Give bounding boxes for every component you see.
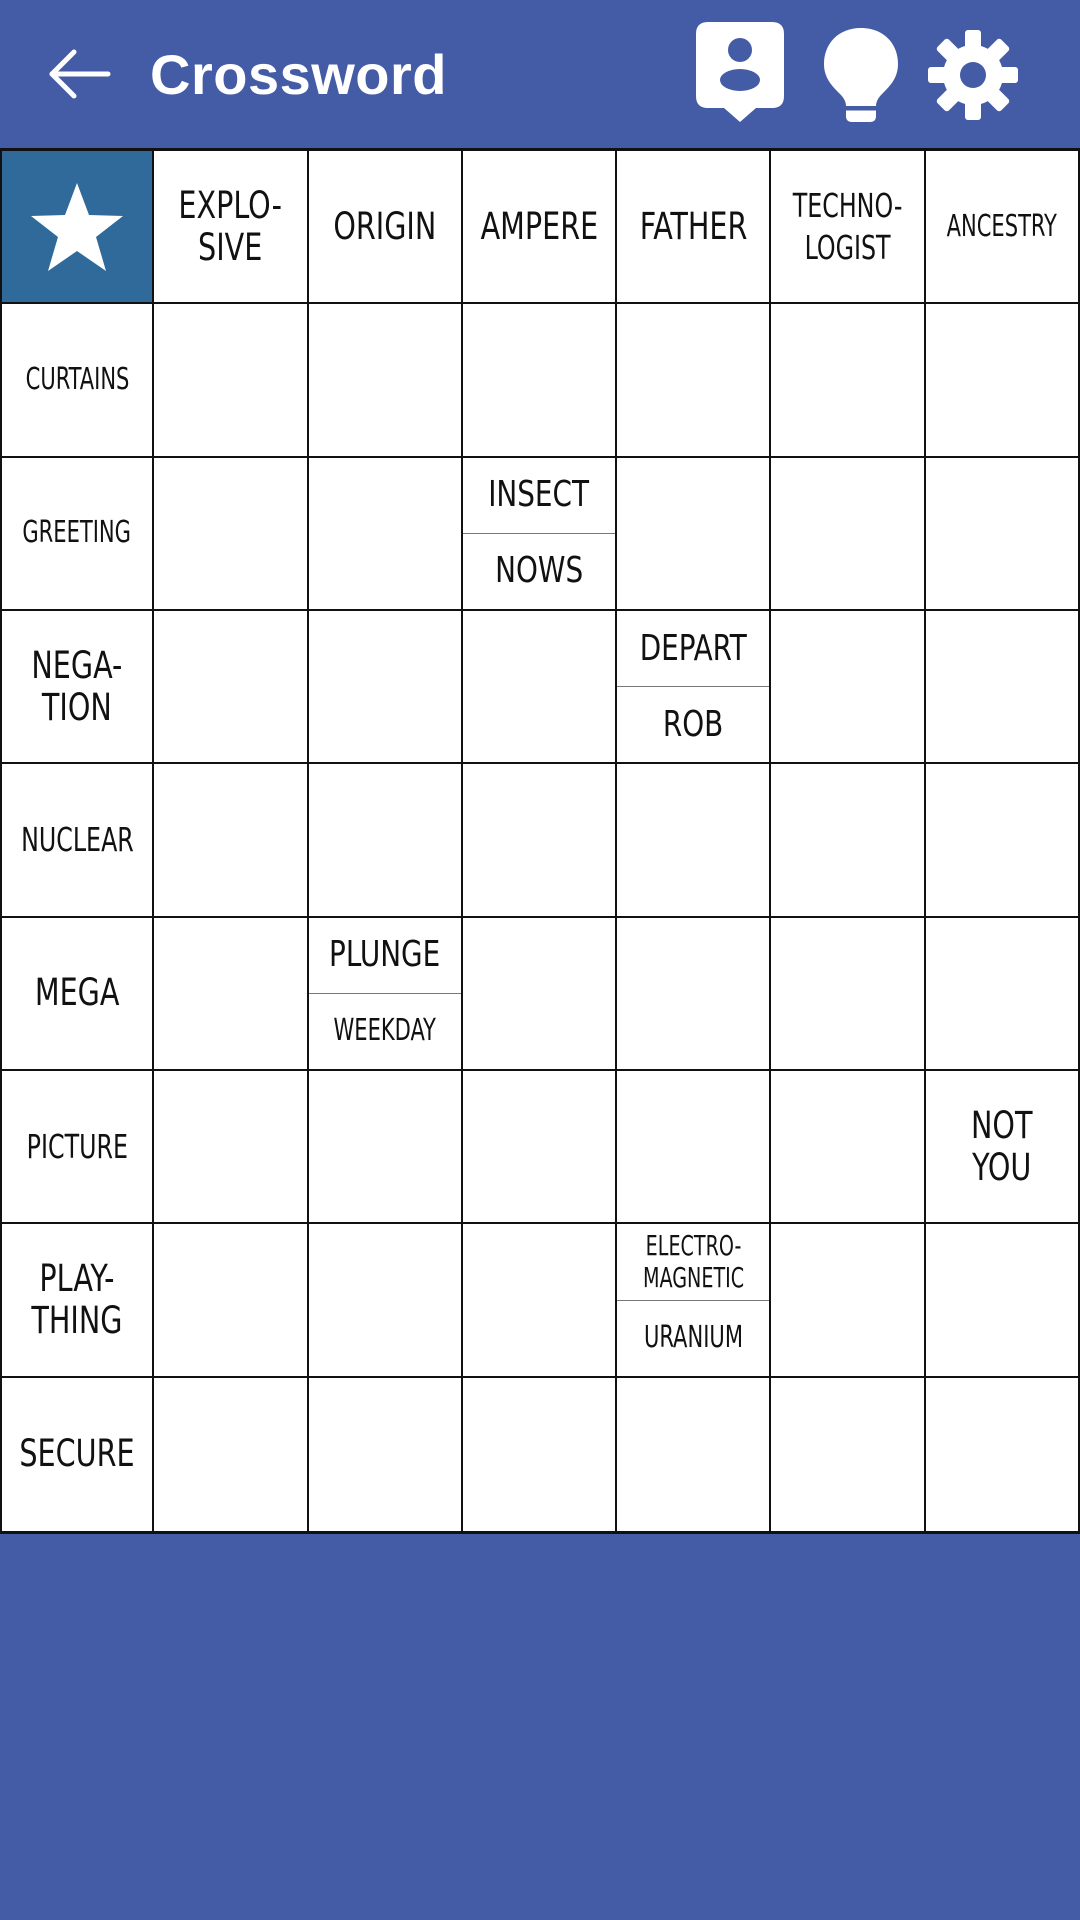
gear-icon: [926, 28, 1020, 122]
answer-cell[interactable]: [154, 304, 308, 457]
answer-cell[interactable]: [309, 304, 463, 457]
column-clue-cell: [771, 151, 925, 304]
column-clue-cell: [926, 151, 1080, 304]
column-clue-cell: [309, 151, 463, 304]
answer-cell[interactable]: [154, 458, 308, 611]
back-arrow-icon: [44, 38, 112, 110]
answer-cell[interactable]: [154, 1071, 308, 1224]
clue-text: MEGA: [34, 971, 120, 1015]
row-clue-cell: [0, 304, 154, 457]
clue-text: SECURE: [19, 1432, 135, 1476]
clue-text-top: INSECT: [463, 458, 615, 534]
answer-cell[interactable]: [771, 304, 925, 457]
clue-text: NUCLEAR: [20, 819, 134, 859]
answer-cell[interactable]: [926, 304, 1080, 457]
settings-button[interactable]: [926, 28, 1020, 122]
answer-cell[interactable]: [309, 1378, 463, 1531]
column-clue-cell: [463, 151, 617, 304]
clue-text: NEGA- TION: [31, 643, 123, 729]
clue-text-bottom: URANIUM: [643, 1320, 743, 1356]
clue-text: AMPERE: [480, 204, 598, 248]
answer-cell[interactable]: [926, 1224, 1080, 1377]
clue-text: EXPLO- SIVE: [178, 183, 283, 269]
clue-text: FATHER: [639, 204, 748, 248]
clue-text: NOT YOU: [971, 1103, 1033, 1189]
star-icon: [27, 179, 127, 275]
clue-text: PLAY- THING: [31, 1256, 123, 1342]
top-app-bar: [0, 0, 1080, 148]
back-button[interactable]: [44, 38, 112, 110]
answer-cell[interactable]: [771, 1378, 925, 1531]
answer-cell[interactable]: [926, 611, 1080, 764]
answer-cell[interactable]: [771, 611, 925, 764]
answer-cell[interactable]: [463, 764, 617, 917]
answer-cell[interactable]: [617, 764, 771, 917]
clue-text-top: PLUNGE: [309, 918, 461, 994]
answer-cell[interactable]: [154, 764, 308, 917]
answer-cell[interactable]: [309, 1224, 463, 1377]
row-clue-cell: [0, 764, 154, 917]
row-clue-cell: [0, 458, 154, 611]
split-clue-cell: [617, 611, 771, 764]
split-clue-cell: [309, 918, 463, 1071]
answer-cell[interactable]: [617, 304, 771, 457]
answer-cell[interactable]: [617, 1378, 771, 1531]
clue-text-bottom: NOWS: [494, 550, 583, 592]
answer-cell[interactable]: [771, 1224, 925, 1377]
row-clue-cell: [0, 918, 154, 1071]
answer-cell[interactable]: [154, 1224, 308, 1377]
clue-text: GREETING: [22, 515, 132, 551]
answer-cell[interactable]: [771, 458, 925, 611]
clue-text: CURTAINS: [25, 361, 130, 397]
profile-badge-icon: [694, 20, 786, 124]
answer-cell[interactable]: [309, 1071, 463, 1224]
corner-star-cell: [0, 151, 154, 304]
profile-button[interactable]: [694, 20, 786, 124]
answer-cell[interactable]: [309, 764, 463, 917]
clue-text-top: DEPART: [617, 611, 769, 687]
answer-cell[interactable]: [463, 1378, 617, 1531]
row-clue-cell: [0, 1071, 154, 1224]
row-clue-cell: [0, 1224, 154, 1377]
crossword-grid: [0, 148, 1080, 1534]
answer-cell[interactable]: [926, 1378, 1080, 1531]
column-clue-cell: [617, 151, 771, 304]
answer-cell[interactable]: [926, 918, 1080, 1071]
clue-text-top: ELECTRO- MAGNETIC: [617, 1224, 769, 1300]
split-clue-cell: [463, 458, 617, 611]
lightbulb-icon: [820, 24, 902, 124]
clue-text: ORIGIN: [333, 204, 437, 248]
answer-cell[interactable]: [771, 1071, 925, 1224]
answer-cell[interactable]: [309, 611, 463, 764]
answer-cell[interactable]: [154, 611, 308, 764]
answer-cell[interactable]: [926, 458, 1080, 611]
answer-cell[interactable]: [463, 1224, 617, 1377]
answer-cell[interactable]: [771, 764, 925, 917]
row-clue-cell: [0, 611, 154, 764]
answer-cell[interactable]: [154, 1378, 308, 1531]
split-clue-cell: [617, 1224, 771, 1377]
clue-text-bottom: WEEKDAY: [333, 1013, 436, 1049]
answer-cell[interactable]: [617, 1071, 771, 1224]
answer-cell[interactable]: [617, 458, 771, 611]
clue-text: PICTURE: [26, 1126, 128, 1166]
clue-text: ANCESTRY: [946, 208, 1058, 244]
answer-cell[interactable]: [463, 304, 617, 457]
answer-cell[interactable]: [463, 611, 617, 764]
answer-cell[interactable]: [926, 764, 1080, 917]
answer-cell[interactable]: [463, 1071, 617, 1224]
clue-text: TECHNO- LOGIST: [792, 185, 903, 267]
clue-text-bottom: ROB: [663, 703, 724, 745]
column-clue-cell: [154, 151, 308, 304]
answer-cell[interactable]: [309, 458, 463, 611]
hint-button[interactable]: [820, 24, 902, 124]
answer-cell[interactable]: [617, 918, 771, 1071]
answer-cell[interactable]: [154, 918, 308, 1071]
row-clue-cell: [0, 1378, 154, 1531]
page-title: Crossword: [150, 43, 447, 106]
answer-cell[interactable]: [771, 918, 925, 1071]
row-clue-cell: [926, 1071, 1080, 1224]
answer-cell[interactable]: [463, 918, 617, 1071]
